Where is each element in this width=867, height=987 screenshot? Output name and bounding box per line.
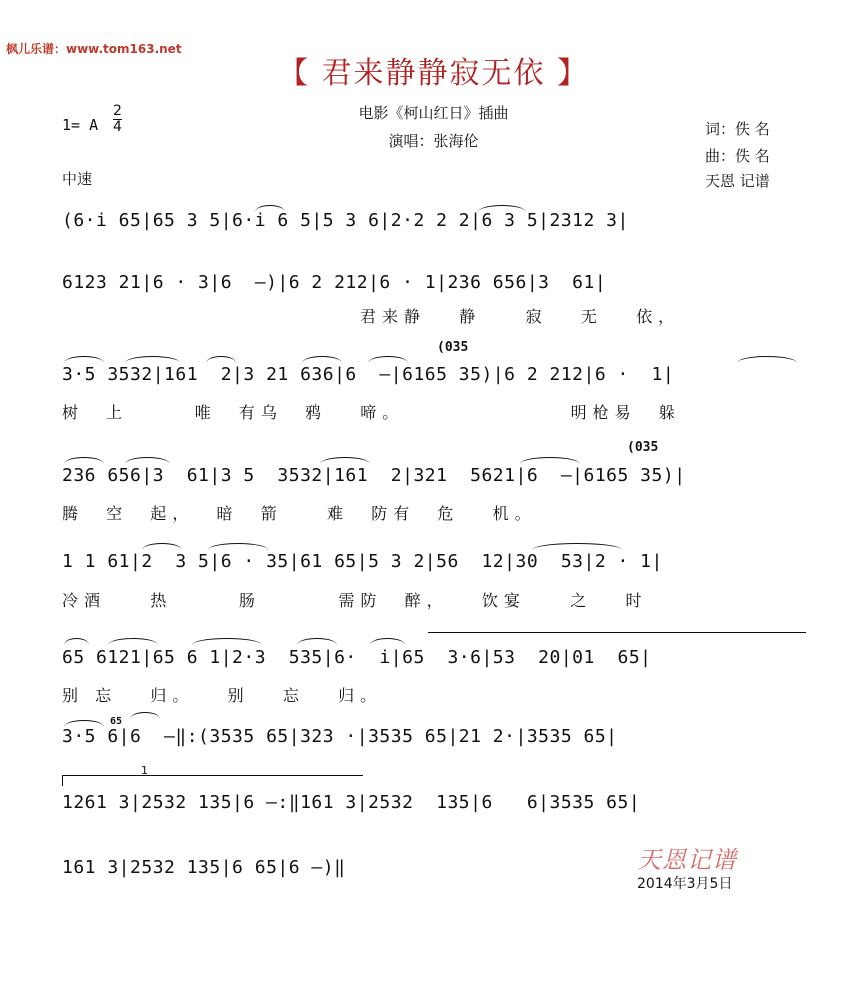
transcriber-stamp: 天恩记谱 bbox=[637, 846, 737, 874]
notation-line-6: 65 6121|65 6 1|2·3 535|6· i|65 3·6|53 20|01 65| bbox=[62, 647, 652, 668]
lyric-line-4: 冷酒 热 肠 需防 醉， 饮宴 之 时 bbox=[62, 591, 648, 610]
lyric-line-2: 树 上 唯 有乌 鸦 啼。 明枪易 躲 bbox=[62, 403, 681, 422]
slur bbox=[64, 638, 89, 645]
slur bbox=[478, 205, 526, 212]
slur bbox=[206, 356, 236, 363]
time-sig-bottom: 4 bbox=[113, 119, 122, 135]
slur bbox=[208, 543, 268, 550]
slur bbox=[64, 356, 104, 363]
transcription-date: 2014年3月5日 bbox=[637, 876, 733, 892]
key-signature: 1= A bbox=[62, 116, 99, 134]
slur bbox=[108, 638, 158, 645]
slur bbox=[255, 205, 285, 212]
slur bbox=[520, 457, 580, 464]
slur bbox=[192, 638, 262, 645]
singer-credit: 演唱：张海伦 bbox=[388, 132, 479, 150]
slur bbox=[737, 356, 797, 363]
song-title: 【 君来静静寂无依 】 bbox=[277, 56, 590, 91]
grace-note: 65 bbox=[110, 716, 123, 727]
volta-bracket bbox=[62, 764, 363, 786]
slur bbox=[532, 543, 622, 550]
lyric-line-3: 腾 空 起， 暗 箭 难 防有 危 机。 bbox=[62, 504, 537, 523]
slur bbox=[142, 543, 182, 550]
slur bbox=[130, 712, 160, 719]
slur bbox=[368, 356, 408, 363]
slur bbox=[302, 356, 342, 363]
notation-line-2: 6123 21|6 · 3|6 –)|6 2 212|6 · 1|236 656|3 61| bbox=[62, 272, 607, 293]
lyric-line-5: 别 忘 归。 别 忘 归。 bbox=[62, 686, 383, 705]
notation-line-8: 1261 3|2532 135|6 –:‖161 3|2532 135|6 6|3535 65| bbox=[62, 792, 641, 813]
slur bbox=[64, 457, 104, 464]
slur bbox=[125, 356, 180, 363]
time-sig-top: 2 bbox=[113, 103, 122, 119]
notation-line-9: 161 3|2532 135|6 65|6 –)‖ bbox=[62, 857, 346, 878]
notation-line-3: 3·5 3532|161 2|3 21 636|6 –|6165 35)|6 2 212|6 · 1| bbox=[62, 364, 675, 385]
tempo-marking: 中速 bbox=[62, 170, 93, 188]
volta-number: 1 bbox=[141, 764, 148, 777]
annotation-035-2: (035 bbox=[627, 440, 659, 455]
slur bbox=[125, 457, 170, 464]
annotation-035-1: (035 bbox=[437, 340, 469, 355]
notation-line-1: (6·i 65|65 3 5|6·i 6 5|5 3 6|2·2 2 2|6 3 5|2312 3| bbox=[62, 210, 629, 231]
site-watermark: 枫儿乐谱：www.tom163.net bbox=[6, 42, 182, 56]
notation-line-7: 3·5 6|6 –‖:(3535 65|323 ·|3535 65|21 2·|3535 65| bbox=[62, 726, 618, 747]
lyric-line-1: 君来静 静 寂 无 依， bbox=[360, 307, 681, 326]
slur bbox=[297, 638, 337, 645]
notation-line-5: 1 1 61|2 3 5|6 · 35|61 65|5 3 2|56 12|30 53|2 · 1| bbox=[62, 551, 663, 572]
slur bbox=[370, 638, 405, 645]
phrase-line bbox=[428, 632, 806, 633]
notation-line-4: 236 656|3 61|3 5 3532|161 2|321 5621|6 –|6165 35)| bbox=[62, 465, 686, 486]
slur bbox=[320, 457, 370, 464]
transcriber-credit: 天恩 记谱 bbox=[705, 172, 770, 190]
film-subtitle: 电影《柯山红日》插曲 bbox=[358, 104, 509, 122]
lyricist-credit: 词：佚 名 bbox=[705, 120, 770, 138]
composer-credit: 曲：佚 名 bbox=[705, 147, 770, 165]
slur bbox=[64, 720, 104, 727]
